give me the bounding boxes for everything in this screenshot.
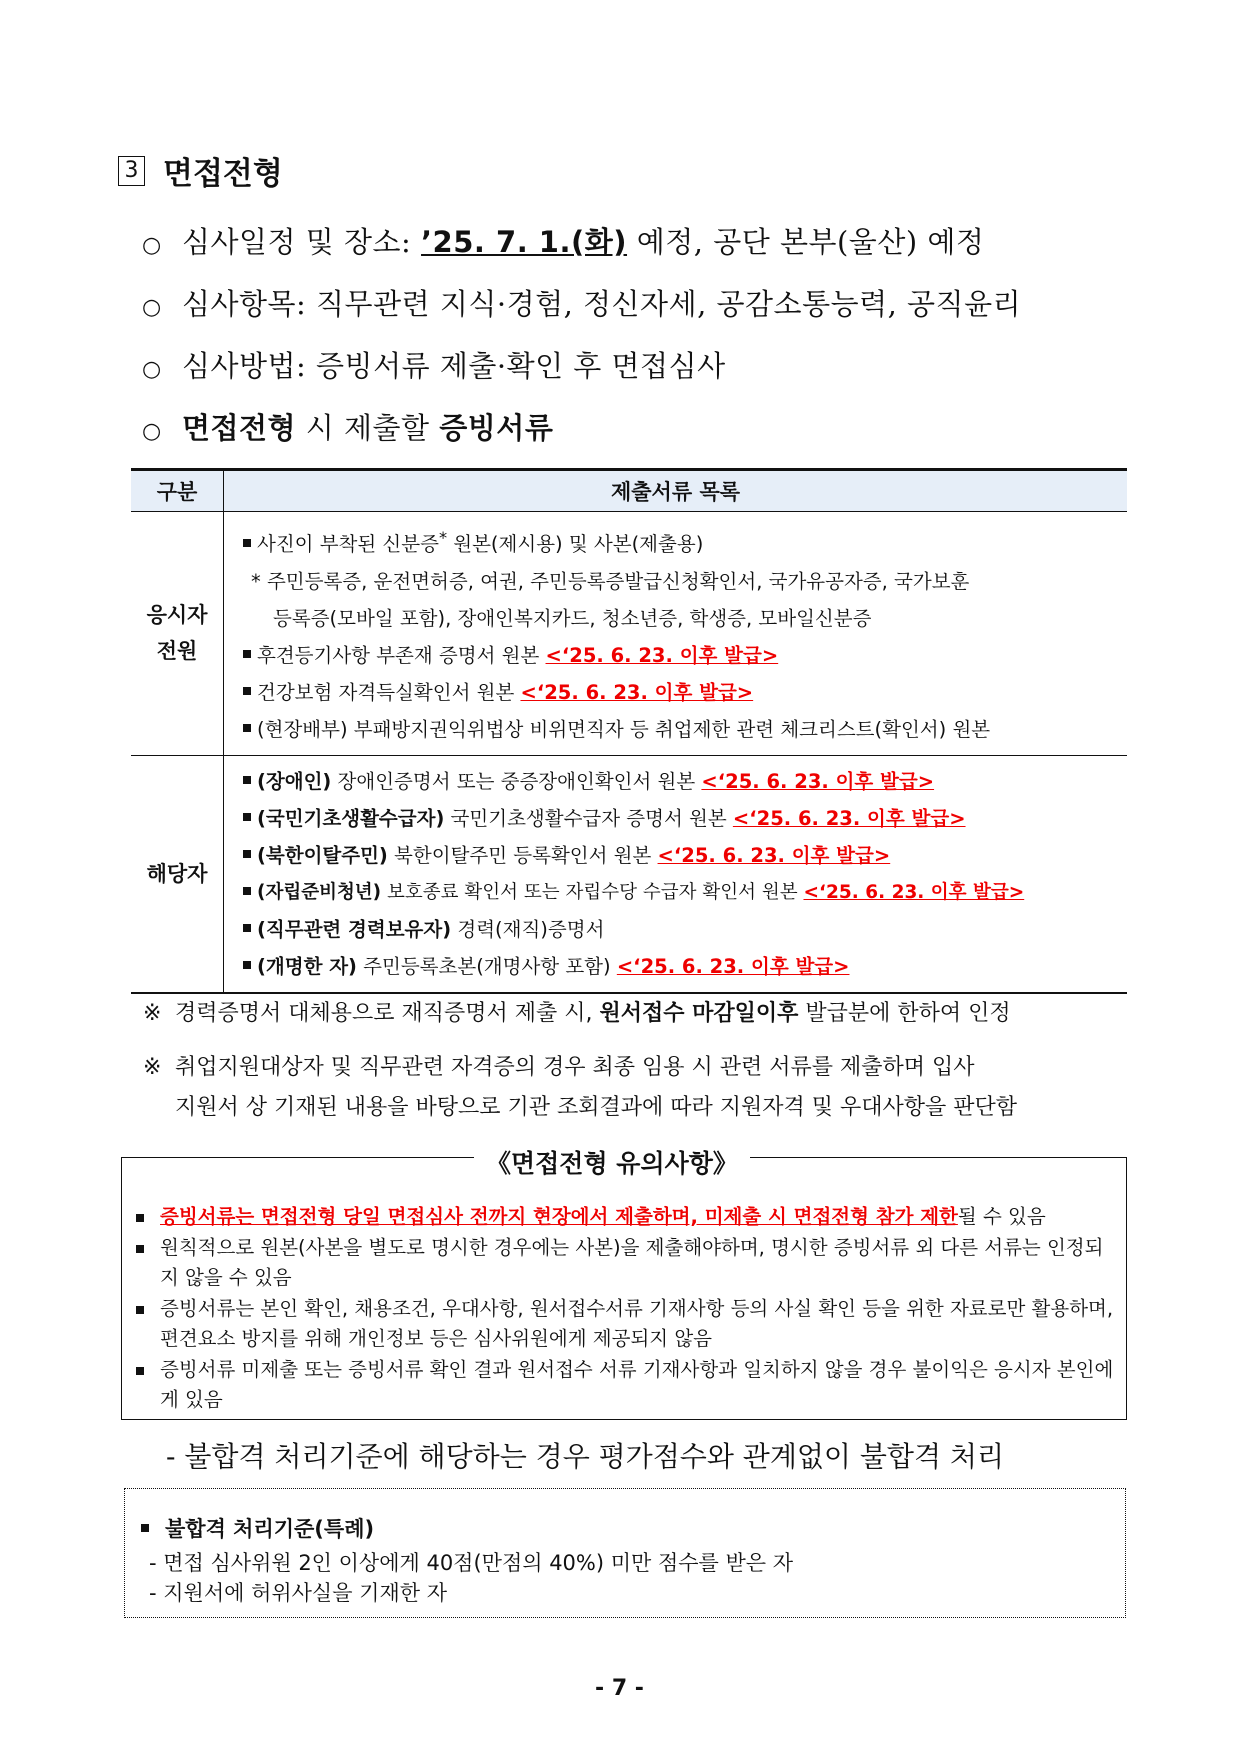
item-text: 후견등기사항 부존재 증명서 원본: [257, 643, 546, 667]
square-bullet-icon: [243, 961, 251, 969]
list-item: [243, 800, 1126, 837]
square-bullet-icon: [243, 539, 251, 547]
bullet-text: 시 제출할: [296, 411, 440, 445]
header-documents: 제출서류 목록: [224, 470, 1128, 512]
item-text: 보호종료 확인서 또는 자립수당 수급자 확인서 원본: [381, 881, 804, 903]
square-bullet-icon: [136, 1306, 144, 1314]
caution-box: [121, 1149, 1127, 1420]
reference-mark-icon: ※: [143, 1055, 162, 1080]
category-all: [131, 512, 224, 756]
caution-text: 증빙서류는 본인 확인, 채용조건, 우대사항, 원서접수서류 기재사항 등의 사실 확인 등을 위한 자료로만 활용하며, 편견요소 방지를 위해 개인정보 등은 심사위원에게 제공되지 않음: [160, 1296, 1114, 1350]
header-category: 구분: [131, 470, 224, 512]
list-item: [243, 911, 1126, 948]
reference-note-1: [143, 996, 1011, 1027]
documents-cell: [224, 512, 1128, 756]
fail-criteria-title: [141, 1513, 374, 1543]
square-bullet-icon: [243, 924, 251, 932]
square-bullet-icon: [136, 1214, 144, 1222]
square-bullet-icon: [136, 1367, 144, 1375]
item-bold: (장애인): [257, 769, 332, 793]
reference-note-2: [143, 1050, 975, 1081]
caution-item: [136, 1202, 1116, 1233]
bullet-text: 심사방법: 증빙서류 제출·확인 후 면접심사: [182, 349, 726, 383]
square-bullet-icon: [243, 887, 251, 895]
list-item: [243, 637, 1126, 674]
caution-item: [136, 1294, 1116, 1355]
issue-date-condition: <‘25. 6. 23. 이후 발급>: [732, 806, 966, 830]
circle-bullet-icon: ○: [142, 357, 162, 382]
caution-item: [136, 1233, 1116, 1294]
bullet-text: 심사항목: 직무관련 지식·경험, 정신자세, 공감소통능력, 공직윤리: [182, 287, 1022, 321]
note-line: * 주민등록증, 운전면허증, 여권, 주민등록증발급신청확인서, 국가유공자증, 국가보훈: [251, 569, 970, 593]
circle-bullet-icon: ○: [142, 295, 162, 320]
square-bullet-icon: [141, 1524, 149, 1532]
list-item: [243, 763, 1126, 800]
bullet-bold: 증빙서류: [439, 411, 554, 445]
bullet-bold: 면접전형: [182, 411, 297, 445]
square-bullet-icon: [136, 1245, 144, 1253]
item-text: 원본(제시용) 및 사본(제출용): [447, 532, 704, 556]
ref-text: 경력증명서 대체용으로 재직증명서 제출 시,: [175, 1001, 600, 1026]
table-header-row: [131, 470, 1127, 512]
bullet-schedule: [142, 220, 984, 261]
item-text: 국민기초생활수급자 증명서 원본: [444, 806, 733, 830]
section-heading: [118, 148, 283, 193]
caution-text: 원칙적으로 원본(사본을 별도로 명시한 경우에는 사본)을 제출해야하며, 명시한 증빙서류 외 다른 서류는 인정되지 않을 수 있음: [160, 1235, 1104, 1289]
caution-text: 될 수 있음: [957, 1205, 1046, 1228]
bullet-criteria: [142, 282, 1021, 323]
circle-bullet-icon: ○: [142, 419, 162, 444]
item-bold: (개명한 자): [257, 954, 357, 978]
list-item: [243, 948, 1126, 985]
fail-title-text: 불합격 처리기준(특례): [165, 1517, 375, 1541]
item-text: 주민등록초본(개명사항 포함): [356, 954, 617, 978]
item-text: (현장배부) 부패방지권익위법상 비위면직자 등 취업제한 관련 체크리스트(확인서) 원본: [257, 717, 991, 741]
table-row: [131, 512, 1127, 756]
fail-criteria-item: - 지원서에 허위사실을 기재한 자: [149, 1581, 447, 1605]
ref-text: 발급분에 한하여 인정: [798, 1001, 1011, 1026]
square-bullet-icon: [243, 650, 251, 658]
section-number: 3: [118, 156, 145, 186]
issue-date-condition: <‘25. 6. 23. 이후 발급>: [701, 769, 935, 793]
caution-item: [136, 1355, 1116, 1416]
issue-date-condition: <‘25. 6. 23. 이후 발급>: [616, 954, 850, 978]
item-text: 사진이 부착된 신분증: [257, 532, 439, 556]
bullet-text: 심사일정 및 장소:: [182, 225, 422, 259]
list-item: [243, 674, 1126, 711]
item-bold: (자립준비청년): [257, 881, 382, 903]
item-text: 건강보험 자격득실확인서 원본: [257, 680, 521, 704]
section-title: 면접전형: [163, 156, 283, 192]
documents-table: [131, 468, 1127, 994]
ref-text: 취업지원대상자 및 직무관련 자격증의 경우 최종 임용 시 관련 서류를 제출하며 입사: [175, 1055, 975, 1080]
category-label: 전원: [156, 639, 198, 664]
item-bold: (북한이탈주민): [257, 843, 388, 867]
square-bullet-icon: [243, 724, 251, 732]
issue-date-condition: <‘25. 6. 23. 이후 발급>: [803, 881, 1025, 903]
fail-criteria-line: - 불합격 처리기준에 해당하는 경우 평가점수와 관계없이 불합격 처리: [166, 1440, 1005, 1473]
list-item: [243, 874, 1126, 911]
square-bullet-icon: [243, 687, 251, 695]
footnote-mark: *: [438, 528, 448, 547]
ref-bold: 원서접수 마감일이후: [599, 1001, 799, 1026]
fail-criteria-item: - 면접 심사위원 2인 이상에게 40점(만점의 40%) 미만 점수를 받은 자: [149, 1551, 794, 1575]
item-bold: (직무관련 경력보유자): [257, 917, 452, 941]
fail-criteria-box: [124, 1488, 1126, 1618]
item-text: 경력(재직)증명서: [451, 917, 605, 941]
square-bullet-icon: [243, 776, 251, 784]
page-number: - 7 -: [595, 1676, 644, 1701]
documents-cell: [224, 755, 1128, 993]
bullet-documents: [142, 406, 553, 447]
bullet-method: [142, 344, 726, 385]
circle-bullet-icon: ○: [142, 233, 162, 258]
list-item: [243, 711, 1126, 748]
square-bullet-icon: [243, 813, 251, 821]
issue-date-condition: <‘25. 6. 23. 이후 발급>: [520, 680, 754, 704]
caution-text: 증빙서류 미제출 또는 증빙서류 확인 결과 원서접수 서류 기재사항과 일치하지 않을 경우 불이익은 응시자 본인에게 있음: [160, 1357, 1114, 1411]
reference-mark-icon: ※: [143, 1001, 162, 1026]
issue-date-condition: <‘25. 6. 23. 이후 발급>: [657, 843, 891, 867]
item-text: 장애인증명서 또는 중증장애인확인서 원본: [331, 769, 702, 793]
issue-date-condition: <‘25. 6. 23. 이후 발급>: [545, 643, 779, 667]
category-applicable: 해당자: [131, 755, 224, 993]
item-text: 북한이탈주민 등록확인서 원본: [387, 843, 658, 867]
note-line: 등록증(모바일 포함), 장애인복지카드, 청소년증, 학생증, 모바일신분증: [273, 606, 872, 630]
interview-date: ’25. 7. 1.(화): [421, 225, 628, 259]
item-bold: (국민기초생활수급자): [257, 806, 445, 830]
square-bullet-icon: [243, 850, 251, 858]
reference-note-2-cont: 지원서 상 기재된 내용을 바탕으로 기관 조회결과에 따라 지원자격 및 우대사항을 판단함: [175, 1095, 1017, 1120]
category-label: 응시자: [146, 603, 208, 628]
bullet-text: 예정, 공단 본부(울산) 예정: [627, 225, 985, 259]
list-item: [243, 837, 1126, 874]
caution-list: [122, 1158, 1126, 1416]
caution-title: 《면접전형 유의사항》: [474, 1144, 750, 1180]
table-row: [131, 755, 1127, 993]
list-item: [243, 519, 1126, 563]
caution-emphasis: 증빙서류는 면접전형 당일 면접심사 전까지 현장에서 제출하며, 미제출 시 면접전형 참가 제한: [160, 1205, 958, 1228]
